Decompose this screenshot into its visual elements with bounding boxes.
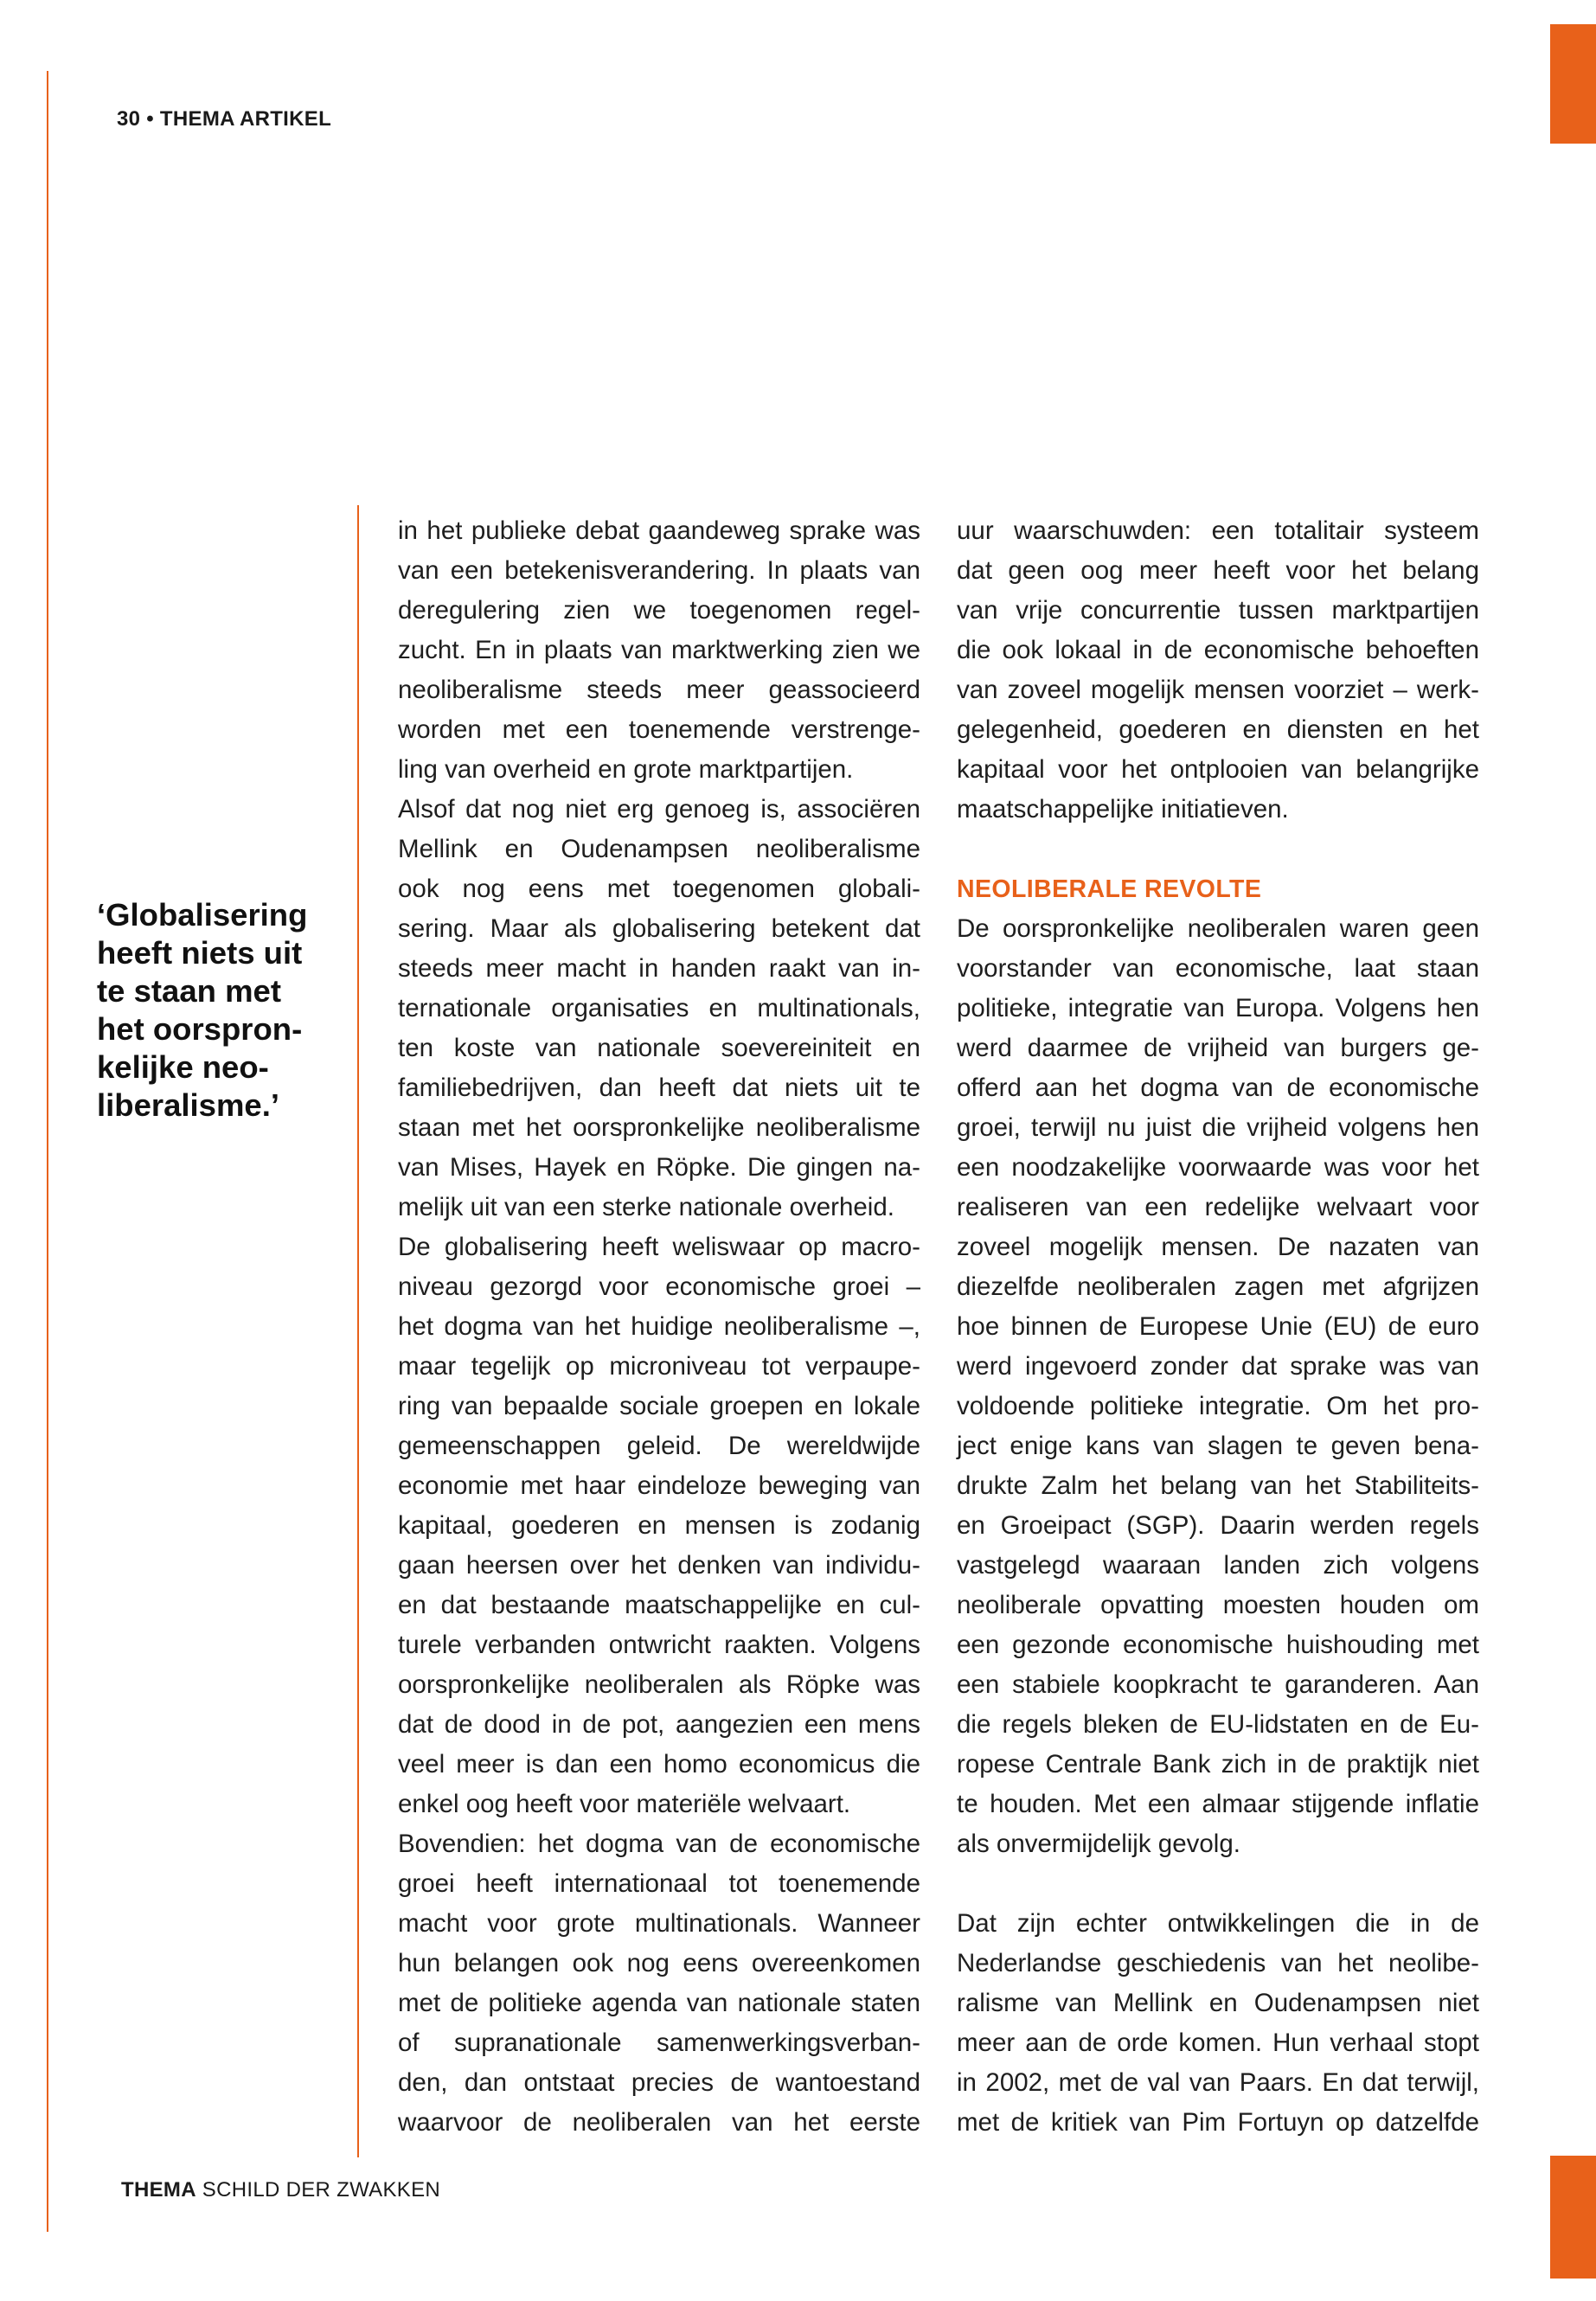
text-line: werd ingevoerd zonder dat sprake was van: [957, 1352, 1479, 1381]
text-line: werd daarmee de vrijheid van burgers ge-: [957, 1034, 1479, 1062]
text-line: maatschappelijke initiatieven.: [957, 795, 1289, 824]
text-line: hun belangen ook nog eens overeenkomen: [398, 1949, 920, 1977]
text-line: van een betekenisverandering. In plaats van: [398, 556, 920, 585]
footer-magazine-title: [121, 2178, 440, 2202]
text-line: meer aan de orde komen. Hun verhaal stopt: [957, 2029, 1479, 2057]
text-line: economie met haar eindeloze beweging van: [398, 1471, 920, 1500]
text-line: staan met het oorspronkelijke neoliberalisme: [398, 1113, 920, 1142]
text-line: Mellink en Oudenampsen neoliberalisme: [398, 835, 920, 863]
text-line: oorspronkelijke neoliberalen als Röpke was: [398, 1670, 920, 1699]
text-line: vastgelegd waaraan landen zich volgens: [957, 1551, 1479, 1580]
text-line: familiebedrijven, dan heeft dat niets uit te: [398, 1074, 920, 1102]
text-line: en dat bestaande maatschappelijke en cul-: [398, 1591, 920, 1619]
text-line: die ook lokaal in de economische behoeften: [957, 636, 1479, 664]
text-line: groei heeft internationaal tot toenemende: [398, 1869, 920, 1898]
body-column-left: [398, 511, 920, 2143]
text-line: realiseren van een redelijke welvaart voor: [957, 1193, 1479, 1221]
text-line: sering. Maar als globalisering betekent dat: [398, 914, 920, 943]
text-line: niveau gezorgd voor economische groei –: [398, 1272, 920, 1301]
section-paragraph: [957, 909, 1479, 1864]
text-line: uur waarschuwden: een totalitair systeem: [957, 516, 1479, 545]
text-line: De oorspronkelijke neoliberalen waren geen: [957, 914, 1479, 943]
text-line: voorstander van economische, laat staan: [957, 954, 1479, 983]
text-line: zoveel mogelijk mensen. De nazaten van: [957, 1233, 1479, 1261]
text-line: gemeenschappen geleid. De wereldwijde: [398, 1432, 920, 1460]
text-line: diezelfde neoliberalen zagen met afgrijzen: [957, 1272, 1479, 1301]
text-line: met de kritiek van Pim Fortuyn op datzelfde: [957, 2108, 1479, 2137]
text-line: den, dan ontstaat precies de wantoestand: [398, 2068, 920, 2097]
text-line: hoe binnen de Europese Unie (EU) de euro: [957, 1312, 1479, 1341]
pull-quote-line: liberalisme.’: [97, 1087, 279, 1123]
text-line: of supranationale samenwerkingsverban-: [398, 2029, 920, 2057]
text-line: zucht. En in plaats van marktwerking zien we: [398, 636, 920, 664]
text-line: een gezonde economische huishouding met: [957, 1631, 1479, 1659]
text-line: gaan heersen over het denken van individu-: [398, 1551, 920, 1580]
section-heading: NEOLIBERALE REVOLTE: [957, 875, 1262, 903]
paragraph-gap: [957, 830, 1479, 869]
text-line: ling van overheid en grote marktpartijen.: [398, 755, 854, 784]
text-line: ject enige kans van slagen te geven bena-: [957, 1432, 1479, 1460]
text-line: turele verbanden ontwricht raakten. Volgens: [398, 1631, 920, 1659]
body-column-right: [957, 511, 1479, 2143]
text-line: dat geen oog meer heeft voor het belang: [957, 556, 1479, 585]
closing-paragraph: [957, 1904, 1479, 2143]
text-line: neoliberale opvatting moesten houden om: [957, 1591, 1479, 1619]
text-line: van Mises, Hayek en Röpke. Die gingen na-: [398, 1153, 920, 1182]
paragraph-gap: [957, 1864, 1479, 1904]
left-margin-rule: [47, 71, 48, 2232]
column-divider-rule: [357, 505, 359, 2157]
text-line: groei, terwijl nu juist die vrijheid volgens hen: [957, 1113, 1479, 1142]
text-line: neoliberalisme steeds meer geassocieerd: [398, 676, 920, 704]
text-line: kapitaal, goederen en mensen is zodanig: [398, 1511, 920, 1540]
text-line: van zoveel mogelijk mensen voorziet – werk-: [957, 676, 1479, 704]
text-line: Dat zijn echter ontwikkelingen die in de: [957, 1909, 1479, 1938]
pull-quote-line: het oorspron-: [97, 1011, 303, 1047]
text-line: ropese Centrale Bank zich in de praktijk niet: [957, 1750, 1479, 1779]
text-line: ring van bepaalde sociale groepen en lokale: [398, 1392, 920, 1420]
footer-magazine-name: THEMA: [121, 2178, 196, 2202]
text-line: De globalisering heeft weliswaar op macro-: [398, 1233, 920, 1261]
text-line: maar tegelijk op microniveau tot verpaupe-: [398, 1352, 920, 1381]
text-line: waarvoor de neoliberalen van het eerste: [398, 2108, 920, 2137]
text-line: melijk uit van een sterke nationale overheid.: [398, 1193, 894, 1221]
footer-issue-title: SCHILD DER ZWAKKEN: [202, 2178, 441, 2202]
pull-quote-line: te staan met: [97, 973, 281, 1009]
text-line: drukte Zalm het belang van het Stabiliteits-: [957, 1471, 1479, 1500]
text-line: een noodzakelijke voorwaarde was voor het: [957, 1153, 1479, 1182]
pull-quote-line: kelijke neo-: [97, 1049, 269, 1085]
text-line: steeds meer macht in handen raakt van in-: [398, 954, 920, 983]
text-line: in 2002, met de val van Paars. En dat terwijl,: [957, 2068, 1479, 2097]
text-line: het dogma van het huidige neoliberalisme –,: [398, 1312, 920, 1341]
orange-edge-tab-top: [1550, 24, 1596, 144]
text-line: offerd aan het dogma van de economische: [957, 1074, 1479, 1102]
text-line: voldoende politieke integratie. Om het pro-: [957, 1392, 1479, 1420]
pull-quote-line: ‘Globalisering: [97, 897, 308, 933]
text-line: die regels bleken de EU-lidstaten en de Eu-: [957, 1710, 1479, 1739]
text-line: Bovendien: het dogma van de economische: [398, 1830, 920, 1858]
text-line: een stabiele koopkracht te garanderen. Aan: [957, 1670, 1479, 1699]
text-line: deregulering zien we toegenomen regel-: [398, 596, 920, 625]
text-line: van vrije concurrentie tussen marktpartijen: [957, 596, 1479, 625]
text-line: enkel oog heeft voor materiële welvaart.: [398, 1790, 851, 1818]
text-line: Nederlandse geschiedenis van het neolibe-: [957, 1949, 1479, 1977]
text-line: veel meer is dan een homo economicus die: [398, 1750, 920, 1779]
text-line: als onvermijdelijk gevolg.: [957, 1830, 1240, 1858]
running-head: 30 • THEMA ARTIKEL: [117, 107, 332, 131]
orange-edge-tab-bottom: [1550, 2156, 1596, 2279]
text-line: politieke, integratie van Europa. Volgens hen: [957, 994, 1479, 1022]
text-line: ternationale organisaties en multinationals,: [398, 994, 920, 1022]
text-line: in het publieke debat gaandeweg sprake was: [398, 516, 920, 545]
text-line: en Groeipact (SGP). Daarin werden regels: [957, 1511, 1479, 1540]
text-line: te houden. Met een almaar stijgende inflatie: [957, 1790, 1479, 1818]
pull-quote-line: heeft niets uit: [97, 935, 303, 971]
pull-quote: [97, 896, 322, 1125]
text-line: Alsof dat nog niet erg genoeg is, associëren: [398, 795, 920, 824]
text-line: macht voor grote multinationals. Wanneer: [398, 1909, 920, 1938]
text-line: ten koste van nationale soevereiniteit en: [398, 1034, 920, 1062]
text-line: dat de dood in de pot, aangezien een mens: [398, 1710, 920, 1739]
text-line: met de politieke agenda van nationale staten: [398, 1989, 920, 2017]
text-line: ook nog eens met toegenomen globali-: [398, 875, 920, 903]
text-line: worden met een toenemende verstrenge-: [398, 715, 920, 744]
intro-paragraph: [957, 511, 1479, 830]
text-line: kapitaal voor het ontplooien van belangrijke: [957, 755, 1479, 784]
text-line: gelegenheid, goederen en diensten en het: [957, 715, 1479, 744]
text-line: ralisme van Mellink en Oudenampsen niet: [957, 1989, 1479, 2017]
